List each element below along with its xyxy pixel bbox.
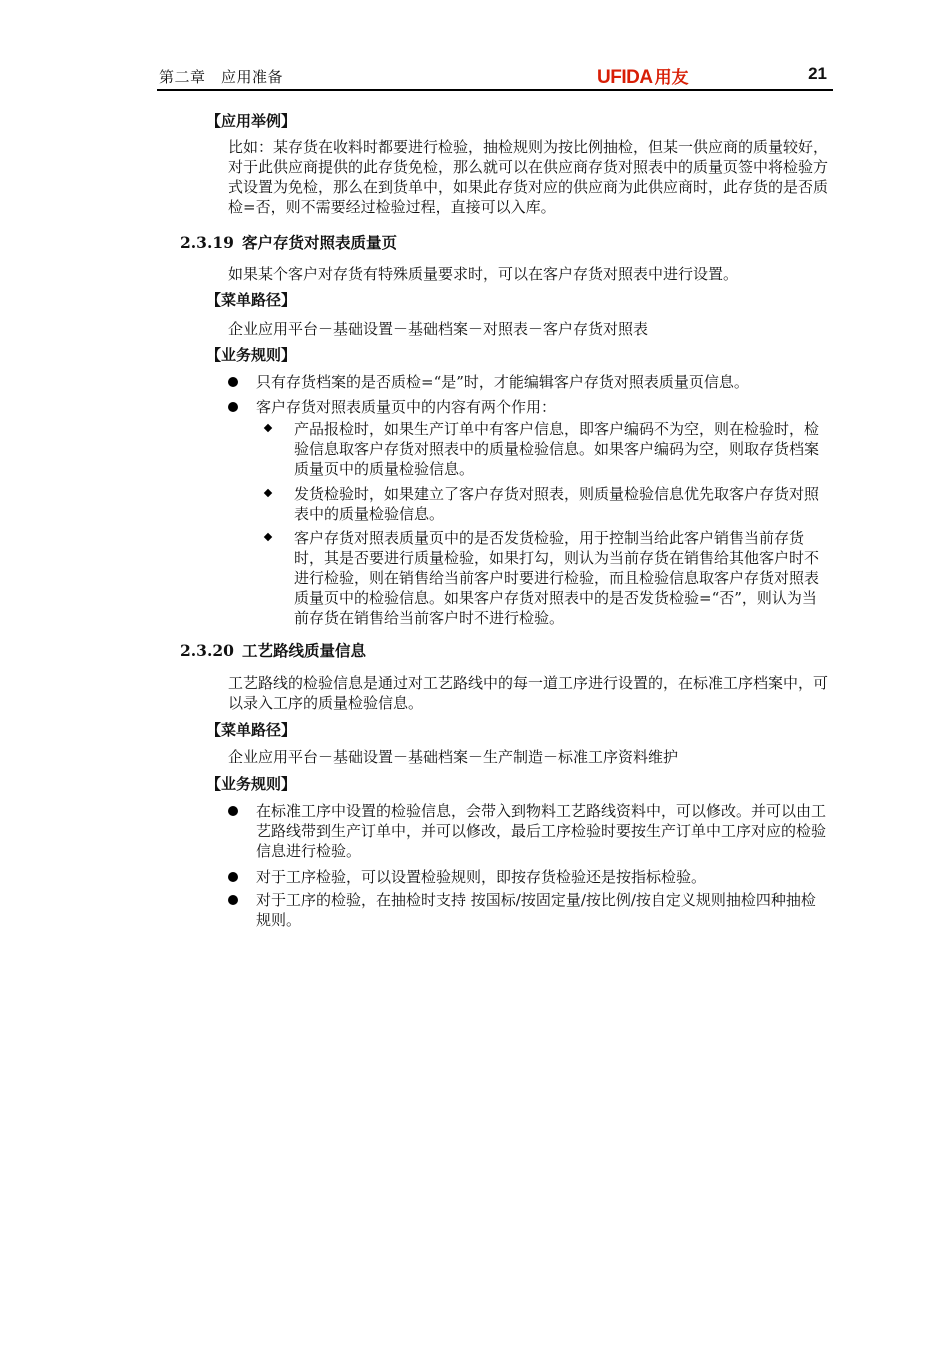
bullet-icon: [228, 872, 238, 882]
bullet-icon: [228, 402, 238, 412]
section-title: 工艺路线质量信息: [242, 641, 367, 660]
menu-path-tag: 【菜单路径】: [206, 721, 297, 739]
menu-path: 企业应用平台－基础设置－基础档案－生产制造－标准工序资料维护: [228, 748, 679, 766]
section-number: 2.3.19: [180, 233, 234, 252]
page-number: 21: [808, 64, 827, 83]
rules-tag: 【业务规则】: [206, 346, 297, 364]
chapter-title: 第二章 应用准备: [159, 68, 284, 86]
rules-tag: 【业务规则】: [206, 775, 297, 793]
example-tag: 【应用举例】: [206, 112, 297, 130]
diamond-bullet-icon: [264, 533, 272, 541]
list-item-text: 客户存货对照表质量页中的内容有两个作用：: [256, 398, 557, 416]
list-item-text: 对于工序检验，可以设置检验规则，即按存货检验还是按指标检验。: [256, 868, 707, 886]
sub-list-item-text: 产品报检时，如果生产订单中有客户信息，即客户编码不为空，则在检验时，检验信息取客户存货对照表中的质量检验信息。如果客户编码为空，则取存货档案质量页中的质量检验信息。: [294, 420, 820, 478]
section-heading-2320: [180, 641, 366, 661]
header-rule: [157, 89, 833, 91]
menu-path-tag: 【菜单路径】: [206, 291, 297, 309]
section-number: 2.3.20: [180, 641, 234, 660]
page-header: [157, 62, 833, 88]
logo-brand: UFIDA: [597, 67, 653, 88]
bullet-icon: [228, 806, 238, 816]
section-title: 客户存货对照表质量页: [242, 233, 398, 252]
menu-path: 企业应用平台－基础设置－基础档案－对照表－客户存货对照表: [228, 320, 649, 338]
bullet-icon: [228, 895, 238, 905]
diamond-bullet-icon: [264, 424, 272, 432]
sub-list-item-text: 客户存货对照表质量页中的是否发货检验，用于控制当给此客户销售当前存货时，其是否要进行质量检验，如果打勾，则认为当前存货在销售给其他客户时不进行检验，则在销售给当前客户时要进行检验，而且检验信息取客户存货对照表质量页中的检验信息。如果客户存货对照表中的是否发货检验=“否”，则认为当前存货在销售给当前客户时不进行检验。: [294, 529, 820, 627]
section-heading-2319: [180, 233, 397, 253]
section-intro: 如果某个客户对存货有特殊质量要求时，可以在客户存货对照表中进行设置。: [228, 265, 739, 283]
ufida-logo: [597, 63, 689, 89]
diamond-bullet-icon: [264, 489, 272, 497]
list-item-text: 只有存货档案的是否质检=“是”时，才能编辑客户存货对照表质量页信息。: [256, 373, 749, 391]
section-intro: 工艺路线的检验信息是通过对工艺路线中的每一道工序进行设置的，在标准工序档案中，可以录入工序的质量检验信息。: [228, 674, 829, 712]
bullet-icon: [228, 377, 238, 387]
list-item-text: 对于工序的检验，在抽检时支持 按国标/按固定量/按比例/按自定义规则抽检四种抽检规则。: [256, 891, 816, 929]
example-text: 比如：某存货在收料时都要进行检验，抽检规则为按比例抽检，但某一供应商的质量较好，对于此供应商提供的此存货免检，那么就可以在供应商存货对照表中的质量页签中将检验方式设置为免检，那么在到货单中，如果此存货对应的供应商为此供应商时，此存货的是否质检=否，则不需要经过检验过程，直接可以入库。: [228, 138, 829, 216]
list-item-text: 在标准工序中设置的检验信息，会带入到物料工艺路线资料中，可以修改。并可以由工艺路线带到生产订单中，并可以修改，最后工序检验时要按生产订单中工序对应的检验信息进行检验。: [256, 802, 827, 860]
logo-cn: 用友: [654, 68, 689, 87]
sub-list-item-text: 发货检验时，如果建立了客户存货对照表，则质量检验信息优先取客户存货对照表中的质量检验信息。: [294, 485, 820, 523]
